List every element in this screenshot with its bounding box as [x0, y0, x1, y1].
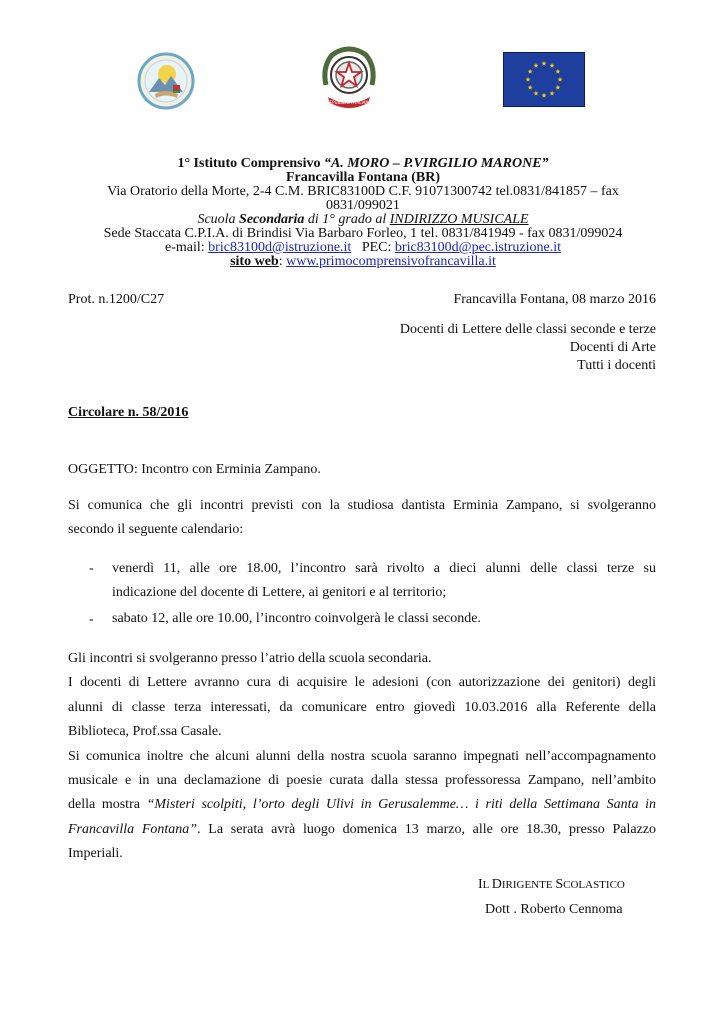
body-p3-line-4	[68, 818, 656, 842]
bullet-2-line-1: sabato 12, alle ore 10.00, l’incontro coinvolgerà le classi seconde.	[112, 611, 481, 626]
signature-title	[478, 877, 625, 893]
recipient-2: Docenti di Arte	[569, 340, 656, 355]
eu-star-icon	[555, 69, 560, 74]
intro-line-1: Si comunica che gli incontri previsti con la studiosa dantista Erminia Zampano, si svolgeranno	[68, 498, 656, 513]
sig-L: L	[482, 879, 492, 891]
bullet-1-line-1: venerdì 11, alle ore 18.00, l’incontro sarà rivolto a dieci alunni delle classi terze su	[112, 561, 656, 576]
sig-COLASTICO: COLASTICO	[563, 879, 625, 891]
eu-star-icon	[555, 85, 560, 90]
eu-star-icon	[550, 91, 555, 96]
body-p3-line-1: Si comunica inoltre che alcuni alunni della nostra scuola saranno impegnati nell’accompagnamento	[68, 748, 656, 764]
school-fax: 0831/099021	[326, 198, 400, 213]
intro-line-2: secondo il seguente calendario:	[68, 522, 244, 538]
eu-star-icon	[558, 77, 563, 82]
exhibit-title-2: Francavilla Fontana”	[68, 821, 198, 837]
body-text	[68, 647, 656, 867]
sig-I: I	[478, 877, 483, 892]
intro-paragraph	[68, 494, 656, 543]
website-label: sito web	[230, 254, 279, 269]
school-name	[68, 157, 658, 171]
protocol-number: Prot. n.1200/C27	[68, 292, 165, 307]
school-name-prefix: 1° Istituto Comprensivo	[177, 156, 324, 171]
school-logo	[137, 52, 195, 110]
website-line	[68, 255, 658, 269]
body-p3-line-3	[68, 793, 656, 817]
cpia-address: Sede Staccata C.P.I.A. di Brindisi Via Barbaro Forleo, 1 tel. 0831/841949 - fax 0831/099024	[103, 226, 623, 241]
school-city: Francavilla Fontana (BR)	[286, 170, 440, 185]
eu-star-icon	[534, 63, 539, 68]
pec-link[interactable]: bric83100d@pec.istruzione.it	[394, 240, 561, 255]
secondary-b: Secondaria	[239, 212, 305, 227]
secondary-c: di 1° grado al	[304, 212, 390, 227]
website-link[interactable]: www.primocomprensivofrancavilla.it	[286, 254, 496, 269]
eu-star-icon	[542, 61, 547, 66]
body-p3-line-2: musicale e in una declamazione di poesie curata dalla stessa professoressa Zampano, nell’ambito	[68, 773, 656, 789]
bullet-item-1	[112, 557, 656, 606]
secondary-d: INDIRIZZO MUSICALE	[389, 212, 529, 227]
svg-text:REPUBBLICA ITALIANA: REPUBBLICA ITALIANA	[326, 100, 372, 105]
place-date: Francavilla Fontana, 08 marzo 2016	[453, 292, 656, 307]
body-p2-line-2: alunni di classe terza interessati, da comunicare entro giovedì 10.03.2016 alla Referente della	[68, 699, 656, 715]
body-p2-line-3: Biblioteca, Prof.ssa Casale.	[68, 724, 222, 740]
body-p2-line-1: I docenti di Lettere avranno cura di acquisire le adesioni (con autorizzazione dei genitori) degli	[68, 675, 656, 691]
contacts-line	[68, 241, 658, 255]
sig-IRIGENTE: IRIGENTE	[501, 879, 556, 891]
signature-name: Dott . Roberto Cennoma	[485, 902, 623, 917]
eu-star-icon	[526, 77, 531, 82]
email-link[interactable]: bric83100d@istruzione.it	[208, 240, 352, 255]
pec-label: PEC:	[351, 240, 395, 255]
eu-star-icon	[534, 91, 539, 96]
recipient-1: Docenti di Lettere delle classi seconde e terze	[399, 322, 656, 337]
body-p3-line-5: Imperiali.	[68, 846, 123, 862]
website-colon: :	[278, 254, 287, 269]
bullet-item-2	[112, 607, 656, 631]
eu-star-icon	[542, 93, 547, 98]
subject: OGGETTO: Incontro con Erminia Zampano.	[68, 462, 321, 477]
bullet-mark-1: -	[89, 561, 94, 576]
bullet-1-line-2: indicazione del docente di Lettere, ai genitori e al territorio;	[112, 585, 447, 601]
exhibit-intro: della mostra	[68, 797, 147, 813]
school-dedication: “A. MORO – P.VIRGILIO MARONE”	[323, 156, 549, 171]
circular-number: Circolare n. 58/2016	[68, 405, 189, 420]
email-label: e-mail:	[165, 240, 209, 255]
bullet-mark-2: -	[89, 612, 94, 627]
school-address: Via Oratorio della Morte, 2-4 C.M. BRIC83100D C.F. 91071300742 tel.0831/841857 – fax	[107, 184, 619, 199]
european-union-flag	[503, 52, 585, 107]
eu-star-icon	[550, 63, 555, 68]
sig-S: S	[555, 877, 564, 892]
event-details: . La serata avrà luogo domenica 13 marzo, alle ore 18.30, presso Palazzo	[197, 821, 656, 837]
exhibit-title-1: “Misteri scolpiti, l’orto degli Ulivi in Gerusalemme… i riti della Settimana Santa in	[146, 797, 657, 813]
italian-republic-emblem	[318, 45, 380, 111]
recipient-3: Tutti i docenti	[577, 358, 656, 373]
secondary-a: Scuola	[197, 212, 240, 227]
eu-star-icon	[528, 69, 533, 74]
school-secondary-line	[68, 213, 658, 227]
body-p1: Gli incontri si svolgeranno presso l’atrio della scuola secondaria.	[68, 651, 432, 666]
sig-D: D	[491, 877, 502, 892]
eu-star-icon	[528, 85, 533, 90]
